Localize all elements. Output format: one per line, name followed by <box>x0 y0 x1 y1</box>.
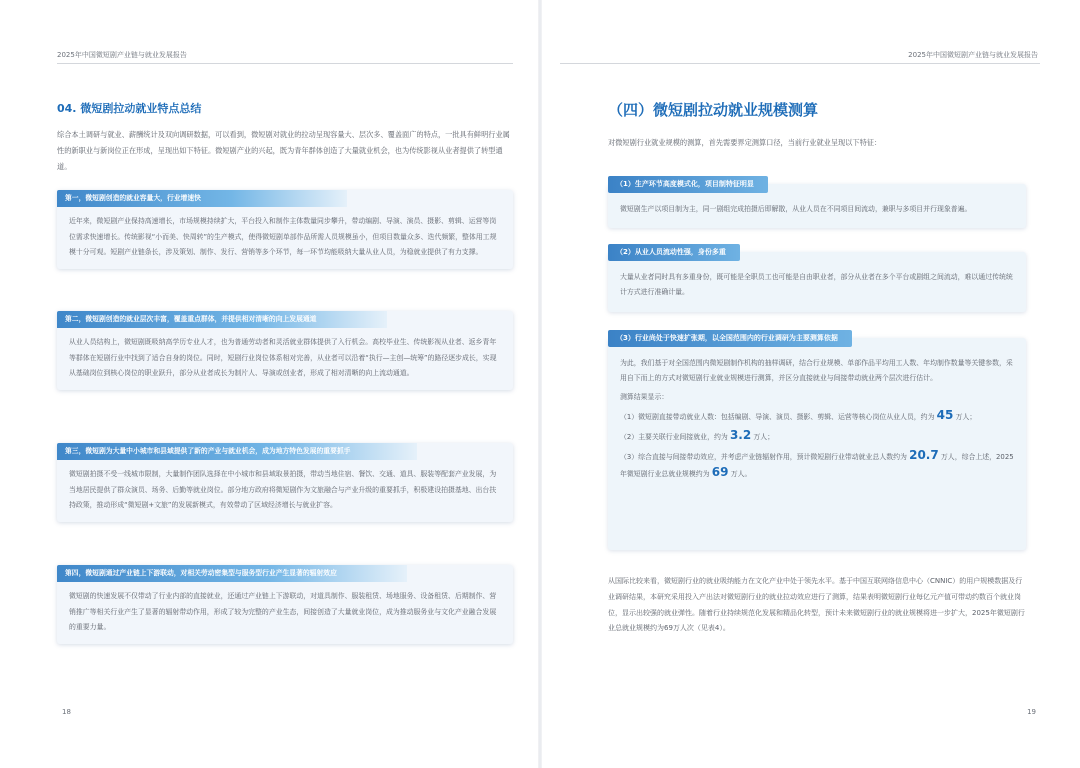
result-text: （2）主要关联行业间接就业，约为 <box>620 433 728 441</box>
result-value: 3.2 <box>729 428 752 442</box>
feature-box-text: 从业人员结构上，微短剧既吸纳高学历专业人才，也为普通劳动者和灵活就业群体提供了入行机会。高校毕业生、传统影视从业者、返乡青年等群体在短剧行业中找到了适合自身的岗位。同时，短剧行业岗位体系相对完善，从业者可以沿着“执行—主创—统筹”的路径逐步成长，实现从基础岗位到核心岗位的职业跃升，部分从业者成长为制片人、导演或创业者，形成了相对清晰的向上流动通道。 <box>69 338 497 377</box>
result-item-1 <box>620 408 1014 425</box>
result-unit: 万人，综合上述，2025年微短剧行业总就业规模约为 <box>620 453 1014 478</box>
result-value-total: 69 <box>711 465 729 479</box>
section-title-left: 04. 微短剧拉动就业特点总结 <box>57 102 202 115</box>
estimate-box-3 <box>608 338 1026 550</box>
running-header-right: 2025年中国微短剧产业链与就业发展报告 <box>908 51 1038 59</box>
estimate-tag-2: （2）从业人员流动性强，身份多重 <box>608 244 740 261</box>
estimate-box-text: 为此，我们基于对全国范围内微短剧制作机构的抽样调研，结合行业规模、单部作品平均用工人数、年均制作数量等关键参数，采用自下而上的方式对微短剧行业就业规模进行测算，并区分直接就业与间接带动就业两个层次进行估计。 <box>620 359 1013 382</box>
page-number-left: 18 <box>62 708 71 716</box>
estimate-box-text: 大量从业者同时具有多重身份，既可能是全职员工也可能是自由职业者，部分从业者在多个平台或剧组之间流动，难以通过传统统计方式进行准确计量。 <box>620 273 1013 296</box>
running-header-left: 2025年中国微短剧产业链与就业发展报告 <box>57 51 187 59</box>
page-number-right: 19 <box>1027 708 1036 716</box>
result-text: （1）微短剧直接带动就业人数：包括编剧、导演、演员、摄影、剪辑、运营等核心岗位从业人员，约为 <box>620 413 935 421</box>
feature-box-1 <box>57 190 513 269</box>
result-unit: 万人； <box>955 413 977 421</box>
feature-box-text: 微短剧拍摄不受一线城市限制，大量制作团队选择在中小城市和县域取景拍摄，带动当地住宿、餐饮、交通、道具、服装等配套产业发展，为当地居民提供了群众演员、场务、后勤等就业岗位。部分地方政府将微短剧作为文旅融合与产业升级的重要抓手，积极建设拍摄基地、出台扶持政策，推动形成“微短剧+文旅”的发展新模式，有效带动了区域经济增长与就业扩容。 <box>69 470 497 509</box>
feature-box-heading: 第一，微短剧创造的就业容量大，行业增速快 <box>57 190 347 207</box>
closing-paragraph: 从国际比较来看，微短剧行业的就业吸纳能力在文化产业中处于领先水平。基于中国互联网络信息中心（CNNIC）的用户规模数据及行业调研结果，本研究采用投入产出法对微短剧行业的就业拉动效应进行了测算，结果表明微短剧行业每亿元产值可带动约数百个就业岗位，显示出较强的就业弹性。随着行业持续规范化发展和精品化转型，预计未来微短剧行业的就业规模将进一步扩大，2025年微短剧行业总就业规模约为69万人次（见表4）。 <box>608 577 1025 633</box>
result-value: 20.7 <box>909 448 939 462</box>
feature-box-heading: 第三，微短剧为大量中小城市和县域提供了新的产业与就业机会，成为地方特色发展的重要抓手 <box>57 443 417 460</box>
estimate-box-2 <box>608 252 1026 312</box>
feature-box-text: 近年来，微短剧产业保持高速增长，市场规模持续扩大，平台投入和制作主体数量同步攀升，带动编剧、导演、演员、摄影、剪辑、运营等岗位需求快速增长。传统影视“小而美、快周转”的生产模式，使得微短剧单部作品所需人员规模虽小，但项目数量众多、迭代频繁，整体用工规模十分可观。短剧产业链条长，涉及策划、制作、发行、营销等多个环节，每一环节均能吸纳大量从业人员，为稳就业提供了有力支撑。 <box>69 217 497 256</box>
right-page <box>540 0 1080 768</box>
estimate-box-text: 微短剧生产以项目制为主，同一剧组完成拍摄后即解散，从业人员在不同项目间流动，兼职与多项目并行现象普遍。 <box>620 205 972 213</box>
right-intro: 对微短剧行业就业规模的测算，首先需要界定测算口径，当前行业就业呈现以下特征： <box>608 138 882 147</box>
header-rule-left <box>57 63 513 64</box>
result-text: （3）综合直接与间接带动效应，并考虑产业链辐射作用，预计微短剧行业带动就业总人数约为 <box>620 453 907 461</box>
result-item-3 <box>620 448 1014 482</box>
result-unit: 万人； <box>753 433 775 441</box>
estimate-tag-1: （1）生产环节高度模式化，项目制特征明显 <box>608 176 768 193</box>
result-unit: 万人。 <box>730 470 752 478</box>
feature-box-text: 微短剧的快速发展不仅带动了行业内部的直接就业，还通过产业链上下游联动，对道具制作、服装租赁、场地服务、设备租赁、后期制作、营销推广等相关行业产生了显著的辐射带动作用，形成了较为完整的产业生态，间接创造了大量就业岗位，成为推动服务业与文化产业融合发展的重要力量。 <box>69 592 497 631</box>
result-value: 45 <box>936 408 954 422</box>
section-title-right: （四）微短剧拉动就业规模测算 <box>608 101 819 119</box>
feature-box-4 <box>57 565 513 644</box>
header-rule-right <box>560 63 1040 64</box>
estimate-box-content <box>608 338 1026 491</box>
intro-paragraph: 综合本土调研与就业、薪酬统计及双向调研数据，可以看到，微短剧对就业的拉动呈现容量大、层次多、覆盖面广的特点，一批具有鲜明行业属性的新职业与新岗位正在形成，呈现出如下特征。微短剧产业的兴起，既为青年群体创造了大量就业机会，也为传统影视从业者提供了转型通道。 <box>57 130 510 171</box>
result-item-2 <box>620 428 1014 445</box>
feature-box-3 <box>57 443 513 522</box>
feature-box-heading: 第四，微短剧通过产业链上下游联动，对相关劳动密集型与服务型行业产生显著的辐射效应 <box>57 565 407 582</box>
feature-box-2 <box>57 311 513 390</box>
results-label: 测算结果显示： <box>620 393 669 401</box>
feature-box-heading: 第二，微短剧创造的就业层次丰富，覆盖重点群体，并提供相对清晰的向上发展通道 <box>57 311 387 328</box>
estimate-tag-3: （3）行业尚处于快速扩张期，以全国范围内的行业调研为主要测算依据 <box>608 330 852 347</box>
